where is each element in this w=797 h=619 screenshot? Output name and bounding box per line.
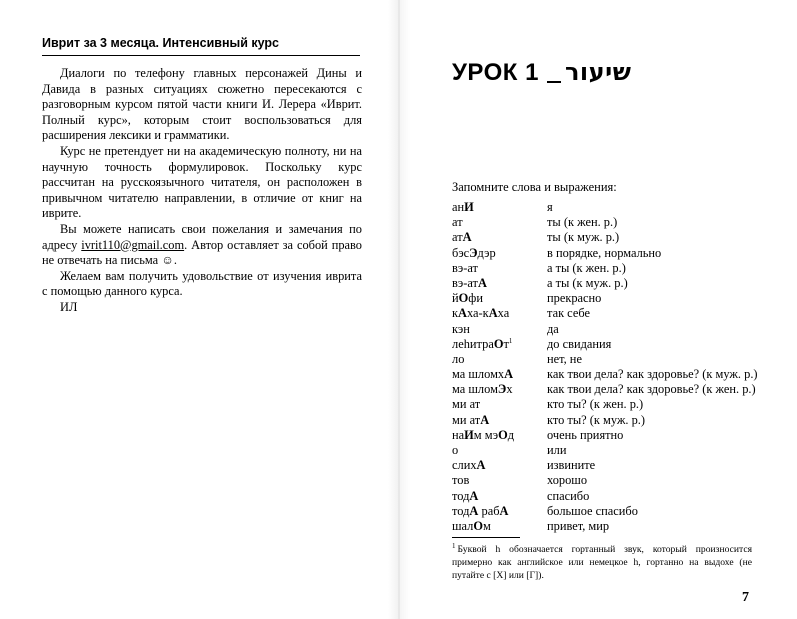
- vocab-word-text: шалОм: [452, 518, 491, 533]
- vocab-translation: привет, мир: [547, 518, 610, 533]
- vocab-word: [452, 458, 547, 473]
- vocab-word: [452, 215, 547, 230]
- vocab-word: [452, 397, 547, 412]
- vocab-translation: как твои дела? как здоровье? (к жен. р.): [547, 382, 756, 397]
- left-page: [0, 0, 398, 619]
- author-signature: ИЛ: [60, 299, 78, 314]
- email-link[interactable]: ivrit110@gmail.com: [81, 237, 185, 252]
- vocab-word-text: леhитраОт: [452, 336, 509, 351]
- vocab-translation: ты (к муж. р.): [547, 230, 620, 245]
- vocab-word-text: ма шломЭх: [452, 382, 513, 397]
- title-underline: [547, 81, 561, 83]
- vocab-row: [452, 291, 758, 306]
- vocab-row: [452, 397, 758, 412]
- vocab-word: [452, 443, 547, 458]
- vocab-word-text: йОфи: [452, 291, 483, 306]
- vocab-translation: нет, не: [547, 351, 582, 366]
- contact-text-after: . Автор оставляет за собой право не отвечать на письма ☺.: [42, 237, 362, 268]
- vocab-word: [452, 322, 547, 337]
- vocab-word: [452, 276, 547, 291]
- footnote-ref: 1: [508, 336, 513, 345]
- vocab-word-text: кэн: [452, 321, 470, 336]
- vocab-word-text: ло: [452, 351, 465, 366]
- vocab-row: [452, 443, 758, 458]
- vocab-word: [452, 261, 547, 276]
- vocab-word-text: слихА: [452, 458, 486, 473]
- vocab-row: [452, 215, 758, 230]
- vocab-translation: так себе: [547, 306, 590, 321]
- footnote: [452, 543, 752, 583]
- vocab-word: [452, 473, 547, 488]
- vocab-word: [452, 246, 547, 261]
- vocab-word-text: бэсЭдэр: [452, 245, 496, 260]
- vocab-word: [452, 230, 547, 245]
- vocab-row: [452, 306, 758, 321]
- lesson-title: [452, 58, 631, 87]
- running-head: Иврит за 3 месяца. Интенсивный курс: [42, 36, 360, 56]
- vocab-translation: извините: [547, 458, 596, 473]
- lesson-hebrew: שיעור: [564, 58, 632, 86]
- paragraph: Желаем вам получить удовольствие от изучения иврита с помощью данного курса.: [42, 268, 362, 299]
- vocab-translation: ты (к жен. р.): [547, 215, 618, 230]
- paragraph: Диалоги по телефону главных персонажей Дины и Давида в разных ситуациях сюжетно пересекаются с разговорным курсом пятой части книги И. Лерера «Иврит. Полный курс», которым стоит воспользоваться для расширения лексики и грамматики.: [42, 66, 362, 143]
- vocab-translation: я: [547, 200, 553, 214]
- vocab-word-text: наИм мэОд: [452, 427, 515, 442]
- paragraph: Курс не претендует ни на академическую полноту, ни на научную точность формулировок. Поскольку курс рассчитан на русскоязычного читателя, он расположен в привычном читателю направлении, в отличие от книг на иврите.: [42, 143, 362, 221]
- footnote-rule: [452, 537, 520, 538]
- vocab-row: [452, 473, 758, 488]
- vocab-word: [452, 200, 547, 215]
- vocab-word-text: ма шломхА: [452, 367, 514, 382]
- vocab-row: [452, 489, 758, 504]
- vocab-row: [452, 261, 758, 276]
- vocab-word-text: ми атА: [452, 412, 490, 427]
- vocab-row: [452, 276, 758, 291]
- vocab-translation: а ты (к жен. р.): [547, 260, 626, 275]
- vocab-translation: очень приятно: [547, 427, 624, 442]
- vocabulary-list: [452, 200, 758, 534]
- vocab-translation: хорошо: [547, 473, 588, 488]
- vocab-row: [452, 504, 758, 519]
- vocab-word: [452, 306, 547, 321]
- footnote-text: Буквой h обозначается гортанный звук, который произносится примерно как английское или немецкое h, гортанно на выдохе (не путайте с [Х] или [Г]).: [452, 544, 752, 582]
- vocab-translation: до свидания: [547, 336, 612, 351]
- vocab-word-text: тодА: [452, 488, 479, 503]
- vocab-row: [452, 382, 758, 397]
- vocab-word-text: вэ-атА: [452, 275, 487, 290]
- vocab-translation: прекрасно: [547, 291, 602, 306]
- vocab-translation: кто ты? (к муж. р.): [547, 412, 646, 427]
- vocab-translation: да: [547, 321, 559, 336]
- book-spine: [388, 0, 410, 619]
- vocab-word: [452, 352, 547, 367]
- vocab-row: [452, 337, 758, 352]
- vocab-row: [452, 352, 758, 367]
- vocab-word: [452, 337, 547, 352]
- vocab-word: [452, 382, 547, 397]
- vocab-translation: как твои дела? как здоровье? (к муж. р.): [547, 367, 758, 382]
- vocab-word-text: о: [452, 443, 459, 457]
- vocab-row: [452, 428, 758, 443]
- vocab-row: [452, 230, 758, 245]
- lesson-label: УРОК 1: [452, 59, 539, 86]
- vocab-word-text: ат: [452, 215, 463, 230]
- vocab-word: [452, 367, 547, 382]
- vocab-word-text: атА: [452, 230, 472, 245]
- vocab-translation: в порядке, нормально: [547, 245, 662, 260]
- footnote-mark: 1: [452, 541, 456, 550]
- page-number: 7: [742, 590, 749, 605]
- vocab-word: [452, 413, 547, 428]
- vocab-row: [452, 458, 758, 473]
- vocab-word: [452, 428, 547, 443]
- vocab-row: [452, 322, 758, 337]
- vocab-word: [452, 489, 547, 504]
- vocab-word-text: анИ: [452, 200, 474, 214]
- vocab-word-text: тодА рабА: [452, 503, 509, 518]
- paragraph-contact: [42, 222, 362, 269]
- vocab-translation: а ты (к муж. р.): [547, 275, 628, 290]
- intro-text: [42, 66, 362, 316]
- instruction: Запомните слова и выражения:: [452, 180, 617, 194]
- vocab-word: [452, 291, 547, 306]
- vocab-translation: или: [547, 443, 567, 457]
- vocab-word-text: вэ-ат: [452, 260, 478, 275]
- vocab-word-text: тов: [452, 473, 470, 488]
- vocab-row: [452, 246, 758, 261]
- vocab-translation: спасибо: [547, 488, 590, 503]
- contact-text: Вы можете написать свои пожелания и замечания по адресу: [42, 221, 362, 252]
- vocab-word: [452, 504, 547, 519]
- vocab-row: [452, 367, 758, 382]
- vocab-row: [452, 200, 758, 215]
- vocab-row: [452, 519, 758, 534]
- vocab-word-text: ми ат: [452, 397, 481, 412]
- vocab-row: [452, 413, 758, 428]
- vocab-translation: большое спасибо: [547, 503, 638, 518]
- vocab-word-text: кАха-кАха: [452, 306, 510, 321]
- vocab-translation: кто ты? (к жен. р.): [547, 397, 644, 412]
- vocab-word: [452, 519, 547, 534]
